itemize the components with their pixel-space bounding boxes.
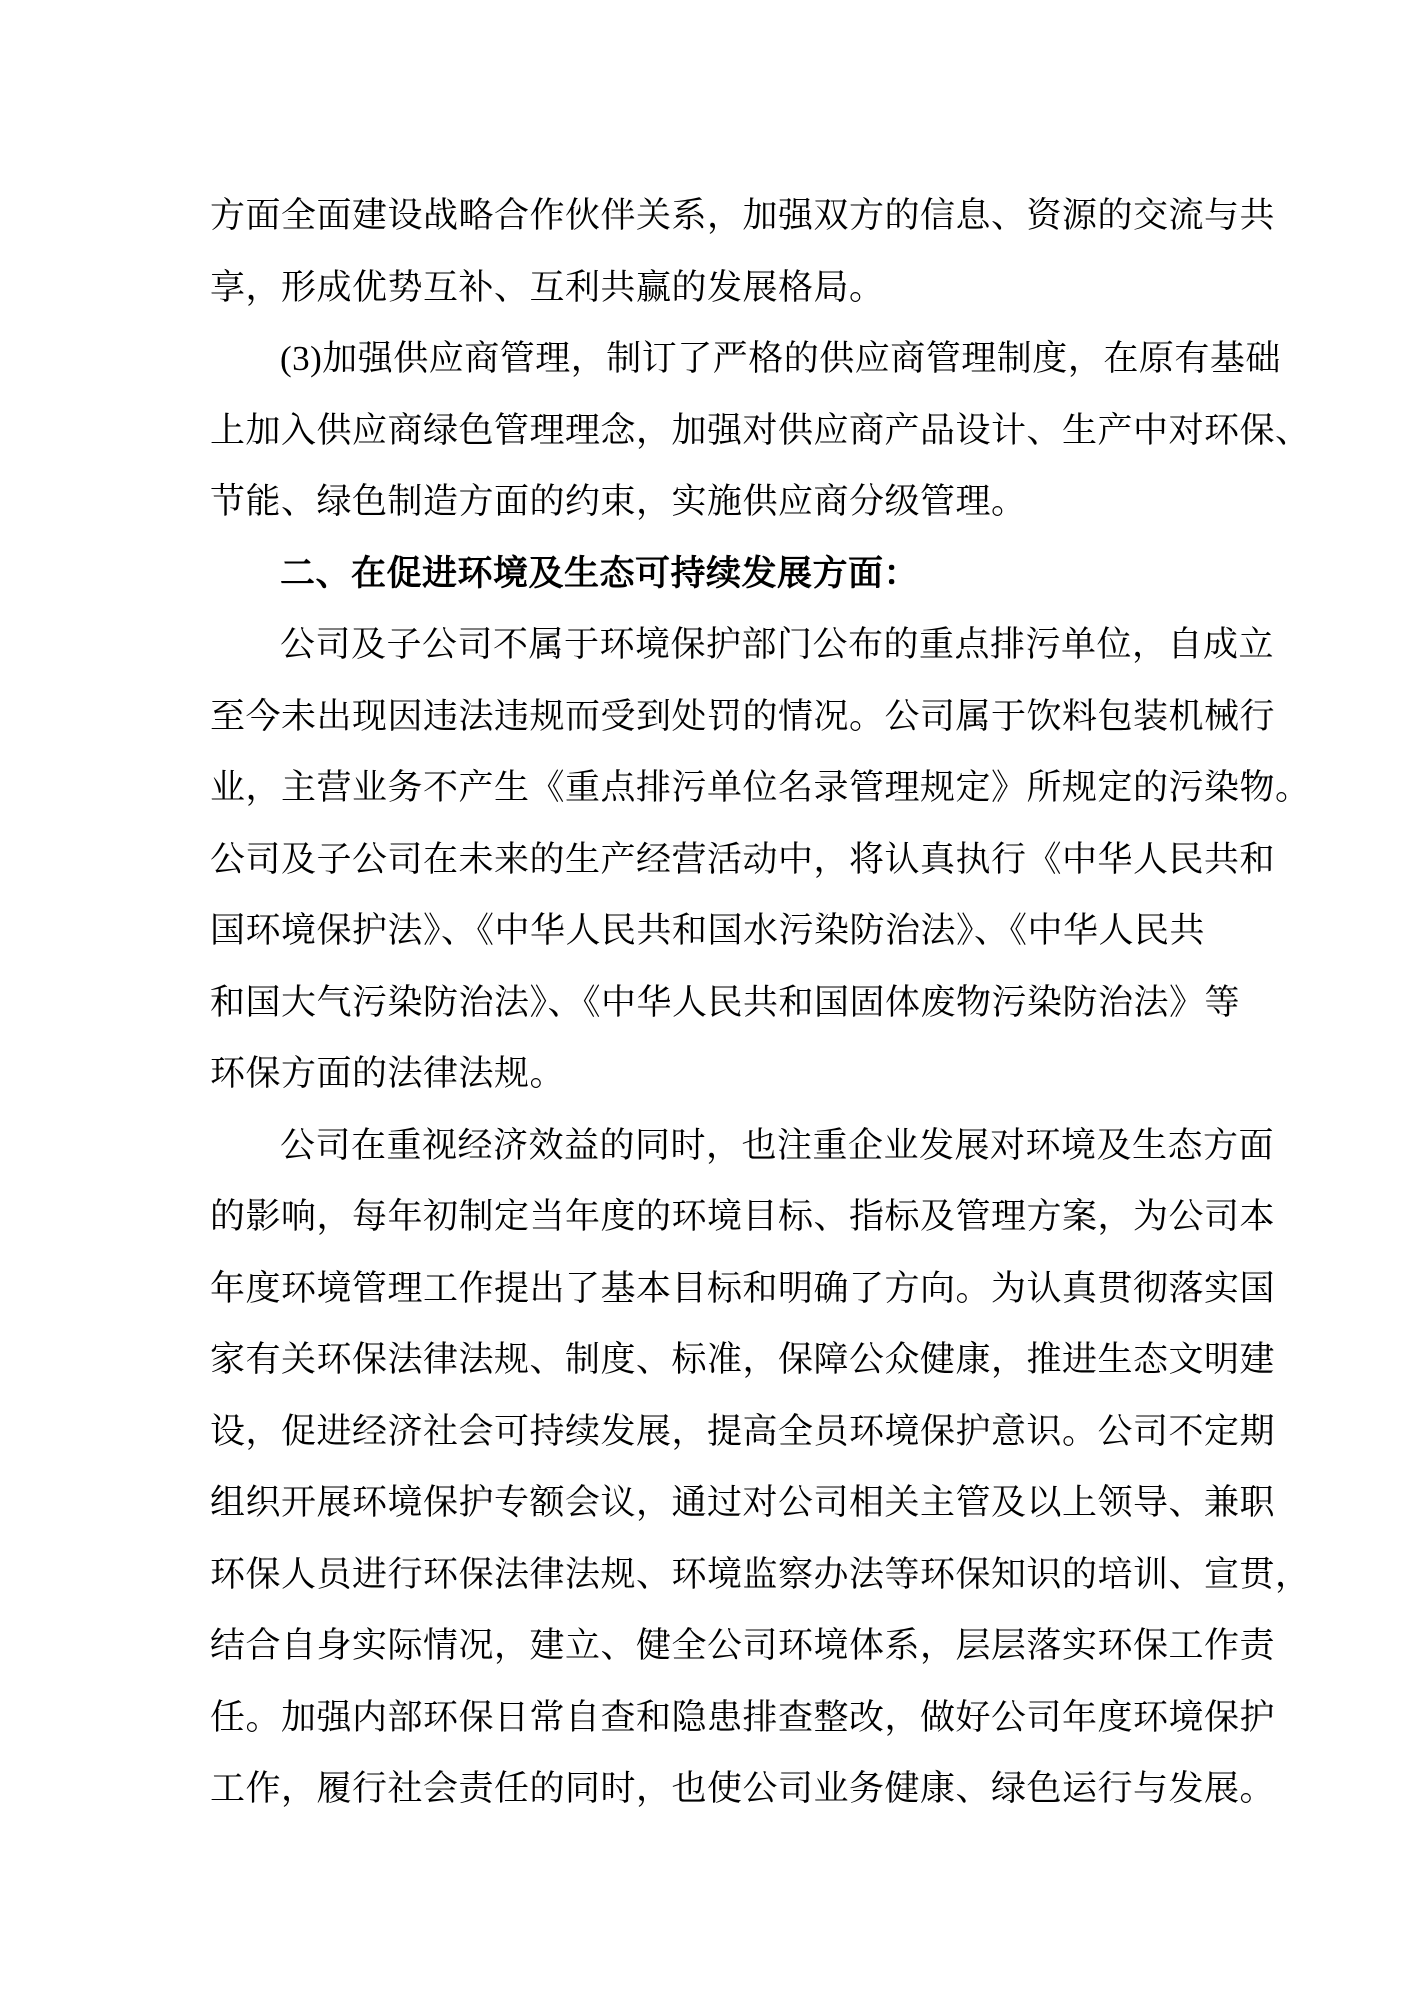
- text-line: 年度环境管理工作提出了基本目标和明确了方向。为认真贯彻落实国: [210, 1268, 1276, 1308]
- text-line: 环保方面的法律法规。: [210, 1054, 566, 1093]
- text-line: 上加入供应商绿色管理理念，加强对供应商产品设计、生产中对环保、: [210, 410, 1311, 450]
- text-line: 节能、绿色制造方面的约束，实施供应商分级管理。: [210, 482, 1027, 521]
- text-line: 公司及子公司不属于环境保护部门公布的重点排污单位，自成立: [280, 625, 1275, 664]
- text-line: 家有关环保法律法规、制度、标准，保障公众健康，推进生态文明建: [210, 1340, 1276, 1379]
- section-heading: 二、在促进环境及生态可持续发展方面：: [280, 553, 920, 593]
- text-line: (3)加强供应商管理，制订了严格的供应商管理制度，在原有基础: [280, 339, 1281, 378]
- text-line: 任。加强内部环保日常自查和隐患排查整改，做好公司年度环境保护: [210, 1697, 1276, 1737]
- text-line: 方面全面建设战略合作伙伴关系，加强双方的信息、资源的交流与共: [210, 196, 1276, 235]
- text-line: 公司及子公司在未来的生产经营活动中，将认真执行《中华人民共和: [210, 839, 1276, 879]
- text-line: 的影响，每年初制定当年度的环境目标、指标及管理方案，为公司本: [210, 1197, 1276, 1236]
- text-line: 设，促进经济社会可持续发展，提高全员环境保护意识。公司不定期: [210, 1411, 1276, 1451]
- text-line: 公司在重视经济效益的同时，也注重企业发展对环境及生态方面: [280, 1125, 1275, 1165]
- text-line: 至今未出现因违法违规而受到处罚的情况。公司属于饮料包装机械行: [210, 696, 1276, 736]
- text-line: 国环境保护法》、《中华人民共和国水污染防治法》、《中华人民共: [210, 911, 1206, 950]
- text-line: 业，主营业务不产生《重点排污单位名录管理规定》所规定的污染物。: [210, 768, 1311, 807]
- text-line: 享，形成优势互补、互利共赢的发展格局。: [210, 267, 885, 307]
- text-line: 和国大气污染防治法》、《中华人民共和国固体废物污染防治法》等: [210, 982, 1241, 1022]
- text-line: 环保人员进行环保法律法规、环境监察办法等环保知识的培训、宣贯，: [210, 1554, 1311, 1594]
- document-body: [210, 180, 1311, 1825]
- text-line: 工作，履行社会责任的同时，也使公司业务健康、绿色运行与发展。: [210, 1769, 1276, 1808]
- text-line: 组织开展环境保护专额会议，通过对公司相关主管及以上领导、兼职: [210, 1483, 1276, 1522]
- text-line: 结合自身实际情况，建立、健全公司环境体系，层层落实环保工作责: [210, 1626, 1276, 1665]
